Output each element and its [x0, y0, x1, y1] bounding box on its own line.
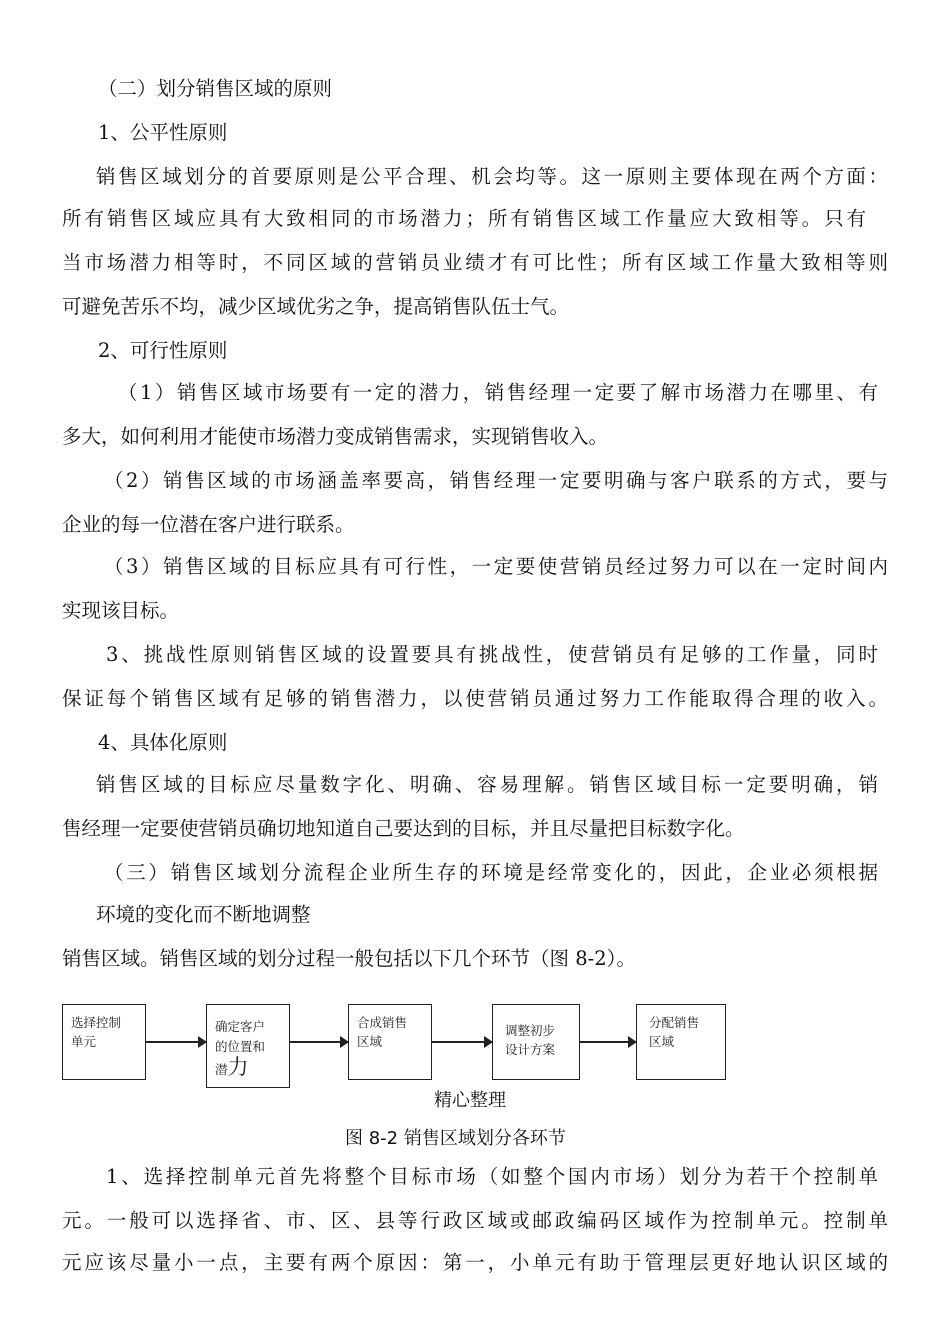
- flow-box-label: 设计方案: [505, 1042, 556, 1057]
- p2-item1-line-2: 多大，如何利用才能使市场潜力变成销售需求，实现销售收入。: [62, 425, 609, 448]
- heading-3-line-2: 环境的变化而不断地调整: [96, 903, 311, 926]
- p1-line-1: 销售区域划分的首要原则是公平合理、机会均等。这一原则主要体现在两个方面：: [96, 165, 888, 188]
- p1-line-2: 所有销售区域应具有大致相同的市场潜力；所有销售区域工作量应大致相等。只有: [62, 207, 866, 230]
- flow-box-label: 确定客户: [215, 1019, 266, 1034]
- p1-title: 1、公平性原则: [98, 121, 228, 144]
- p1-line-4: 可避免苦乐不均，减少区域优劣之争，提高销售队伍士气。: [62, 295, 570, 318]
- flow-box-label: 单元: [71, 1034, 97, 1049]
- flow-box-label: 潜力: [215, 1055, 249, 1079]
- p2-item3-line-1: （3）销售区域的目标应具有可行性，一定要使营销员经过努力可以在一定时间内: [104, 555, 888, 578]
- flow-box-label: 区域: [649, 1034, 675, 1049]
- flow-arrow: [432, 1041, 492, 1043]
- flow-box-combine-regions: [348, 1004, 432, 1080]
- p2-item2-line-2: 企业的每一位潜在客户进行联系。: [62, 513, 355, 536]
- heading-3-line-1: （三）销售区域划分流程企业所生存的环境是经常变化的，因此，企业必须根据: [104, 861, 878, 884]
- p2-item2-line-1: （2）销售区域的市场涵盖率要高，销售经理一定要明确与客户联系的方式，要与: [104, 469, 888, 492]
- figure-caption: 图 8-2 销售区域划分各环节: [345, 1128, 566, 1149]
- heading-2: （二）划分销售区域的原则: [98, 77, 333, 100]
- flow-diagram: [62, 1004, 742, 1088]
- p2-item1-line-1: （1）销售区域市场要有一定的潜力，销售经理一定要了解市场潜力在哪里、有: [118, 381, 878, 404]
- flow-box-assign-regions: [636, 1004, 726, 1080]
- p4-line-2: 售经理一定要使营销员确切地知道自己要达到的目标，并且尽量把目标数字化。: [62, 817, 745, 840]
- flow-box-locate-customers: [206, 1004, 290, 1088]
- flow-box-label: 的位置和: [215, 1039, 266, 1054]
- p5-line-2: 元。一般可以选择省、市、区、县等行政区域或邮政编码区域作为控制单元。控制单: [62, 1209, 888, 1232]
- p3-line-2: 保证每个销售区域有足够的销售潜力，以使营销员通过努力工作能取得合理的收入。: [62, 687, 888, 710]
- flow-arrow: [290, 1041, 348, 1043]
- p2-title: 2、可行性原则: [98, 339, 228, 362]
- flow-box-label: 区域: [357, 1034, 383, 1049]
- watermark-text: 精心整理: [434, 1090, 506, 1111]
- p5-line-1: 1、选择控制单元首先将整个目标市场（如整个国内市场）划分为若干个控制单: [106, 1165, 878, 1188]
- heading-3-line-3: 销售区域。销售区域的划分过程一般包括以下几个环节（图 8-2）。: [62, 947, 636, 970]
- flow-box-select-units: [62, 1004, 146, 1080]
- flow-box-adjust-design: [492, 1004, 580, 1080]
- flow-arrow: [580, 1041, 636, 1043]
- p4-title: 4、具体化原则: [98, 731, 228, 754]
- p4-line-1: 销售区域的目标应尽量数字化、明确、容易理解。销售区域目标一定要明确，销: [96, 773, 878, 796]
- flow-box-label: 调整初步: [505, 1023, 556, 1038]
- flow-box-label: 选择控制: [71, 1015, 122, 1030]
- p1-line-3: 当市场潜力相等时，不同区域的营销员业绩才有可比性；所有区域工作量大致相等则: [62, 251, 888, 274]
- flow-arrow: [146, 1041, 206, 1043]
- p5-line-3: 元应该尽量小一点，主要有两个原因：第一，小单元有助于管理层更好地认识区域的: [62, 1251, 888, 1274]
- flow-box-label: 分配销售: [649, 1015, 700, 1030]
- flow-box-label: 合成销售: [357, 1015, 408, 1030]
- p2-item3-line-2: 实现该目标。: [62, 599, 180, 622]
- p3-line-1: 3、挑战性原则销售区域的设置要具有挑战性，使营销员有足够的工作量，同时: [106, 643, 878, 666]
